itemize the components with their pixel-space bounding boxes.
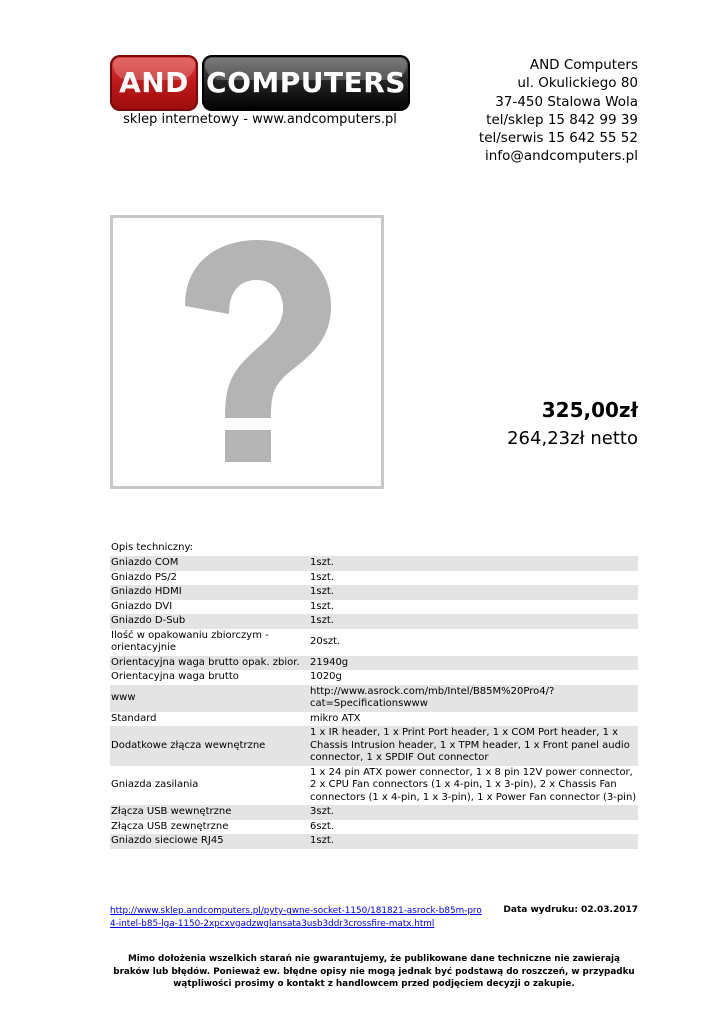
spec-value: 6szt. — [310, 820, 334, 832]
spec-value: 3szt. — [309, 805, 638, 820]
question-mark-placeholder-icon — [113, 218, 381, 486]
spec-row — [110, 766, 638, 806]
company-street: ul. Okulickiego 80 — [517, 75, 638, 92]
spec-row — [110, 726, 638, 766]
company-email: info@andcomputers.pl — [485, 148, 638, 165]
spec-row — [110, 670, 638, 685]
spec-value: 1 x 24 pin ATX power connector, 1 x 8 pin 12V power connector, 2 x CPU Fan connectors (1 x 4-pin, 1 x 3-pin), 2 x Chassis Fan connectors (1 x 4-pin, 1 x 3-pin), 1 x Power Fan connector (3-pin) — [310, 766, 637, 803]
company-info — [479, 56, 638, 166]
spec-label: Dodatkowe złącza wewnętrzne — [110, 726, 309, 766]
spec-value: mikro ATX — [310, 712, 361, 724]
spec-label: Gniazdo D-Sub — [110, 614, 309, 629]
logo-computers-text: COMPUTERS — [206, 66, 406, 99]
spec-row — [110, 834, 638, 849]
spec-label: Gniazdo PS/2 — [111, 571, 177, 583]
print-date: Data wydruku: 02.03.2017 — [503, 905, 638, 915]
company-city: 37-450 Stalowa Wola — [495, 93, 638, 110]
logo-computers-block — [202, 55, 410, 111]
spec-value: 1szt. — [309, 614, 638, 629]
spec-value: 21940g — [309, 656, 638, 671]
spec-label: Orientacyjna waga brutto — [111, 671, 239, 682]
spec-label: www — [110, 685, 309, 712]
company-phone-service: tel/serwis 15 642 55 52 — [478, 130, 638, 147]
spec-label: Gniazdo DVI — [111, 600, 173, 612]
specs-table — [110, 556, 638, 849]
spec-value: 1szt. — [309, 585, 638, 600]
logo-and-block — [110, 55, 198, 111]
spec-label: Orientacyjna waga brutto opak. zbior. — [110, 656, 309, 671]
price-net: 264,23zł netto — [507, 428, 638, 449]
spec-row — [110, 556, 638, 571]
spec-label: Standard — [111, 712, 157, 724]
spec-row — [110, 600, 638, 615]
spec-row — [110, 571, 638, 586]
spec-label: Gniazdo COM — [110, 556, 309, 571]
spec-label: Gniazdo sieciowe RJ45 — [110, 834, 309, 849]
spec-value: 1szt. — [309, 556, 638, 571]
spec-row — [110, 614, 638, 629]
product-image — [110, 215, 384, 489]
spec-value: 20szt. — [310, 635, 341, 647]
spec-value: 1szt. — [310, 600, 334, 612]
store-logo — [110, 55, 410, 111]
spec-row — [110, 685, 638, 712]
spec-row — [110, 656, 638, 671]
spec-row — [110, 629, 638, 656]
company-name: AND Computers — [529, 57, 638, 73]
disclaimer: Mimo dołożenia wszelkich starań nie gwarantujemy, że publikowane dane techniczne nie zawierają braków lub błędów. Ponieważ ew. błędne opisy nie mogą jednak być podstawą do roszczeń, w przypadku wątpliwości prosimy o kontakt z handlowcem przed podjęciem decyzji o zakupie. — [113, 954, 635, 990]
product-url-link[interactable]: http://www.sklep.andcomputers.pl/pyty-gwne-socket-1150/181821-asrock-b85m-pro4-intel-b85-lga-1150-2xpcxvgadzwglansata3usb3ddr3crossfire-matx.html — [110, 906, 482, 929]
spec-row — [110, 820, 638, 835]
spec-label: Złącza USB zewnętrzne — [111, 820, 229, 832]
spec-label: Ilość w opakowaniu zbiorczym - orientacyjnie — [111, 629, 269, 653]
spec-row — [110, 585, 638, 600]
spec-value: 1 x IR header, 1 x Print Port header, 1 x COM Port header, 1 x Chassis Intrusion header, 1 x TPM header, 1 x Front panel audio connector, 1 x SPDIF Out connector — [309, 726, 638, 766]
spec-value: http://www.asrock.com/mb/Intel/B85M%20Pro4/?cat=Specificationswww — [309, 685, 638, 712]
spec-value: 1020g — [310, 671, 342, 682]
spec-value: 1szt. — [309, 834, 638, 849]
specs-caption: Opis techniczny: — [111, 542, 194, 553]
price-gross: 325,00zł — [541, 398, 638, 422]
store-tagline: sklep internetowy - www.andcomputers.pl — [123, 112, 397, 127]
company-phone-shop: tel/sklep 15 842 99 39 — [486, 111, 638, 128]
spec-label: Gniazdo HDMI — [110, 585, 309, 600]
spec-value: 1szt. — [310, 571, 334, 583]
spec-label: Złącza USB wewnętrzne — [110, 805, 309, 820]
spec-label: Gniazda zasilania — [111, 779, 199, 790]
spec-row — [110, 712, 638, 727]
spec-row — [110, 805, 638, 820]
logo-and-text: AND — [119, 66, 189, 99]
